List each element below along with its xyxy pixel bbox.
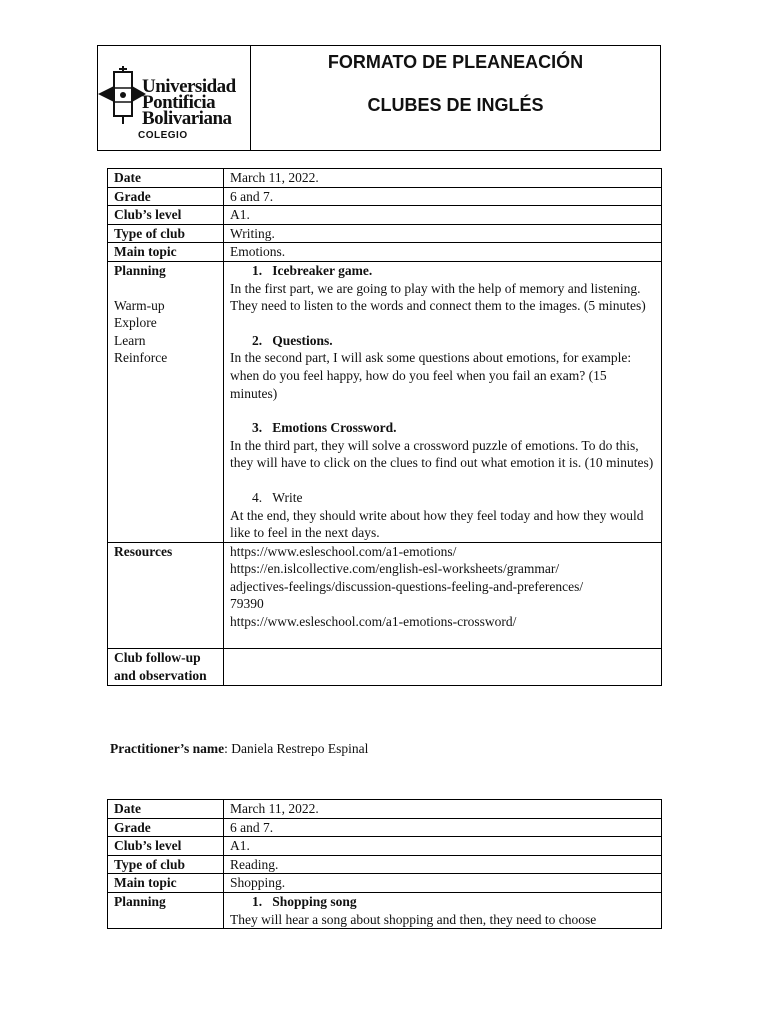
row-value: A1. [224,206,662,225]
table-row [108,261,662,542]
stage-item: Learn [114,332,146,348]
university-crest-icon [98,66,146,126]
table-row [108,837,662,856]
document-title: FORMATO DE PLEANEACIÓN [327,52,584,72]
stage-item: Explore [114,315,157,331]
step-number: 3. [252,420,263,436]
resource-link: https://www.esleschool.com/a1-emotions/ [230,543,457,559]
resources-content [224,542,662,648]
row-label: Date [108,169,224,188]
row-label [108,261,224,542]
table-row [108,800,662,819]
stage-list [114,297,217,367]
step-heading [230,332,655,350]
row-label: Club follow-up and observation [108,648,224,685]
planning-table-1 [107,168,662,686]
table-row [108,542,662,648]
planning-label: Planning [114,262,166,278]
resource-link: https://www.esleschool.com/a1-emotions-crossword/ [230,614,517,630]
row-value: Shopping. [224,874,662,893]
practitioner-line [110,741,368,757]
step-text: In the first part, we are going to play with the help of memory and listening. They need to listen to the words and connect them to the images. (5 minutes) [230,280,646,314]
step-number: 4. [252,489,263,505]
row-label: Type of club [108,224,224,243]
logo-line: Pontificia [142,92,216,113]
document-subtitle: CLUBES DE INGLÉS [367,95,544,115]
step-heading [230,489,655,507]
row-label: Club’s level [108,837,224,856]
row-label: Planning [108,892,224,928]
table-row [108,818,662,837]
table-row [108,224,662,243]
table-row [108,206,662,225]
row-value: March 11, 2022. [224,800,662,819]
row-value: 6 and 7. [224,187,662,206]
table-row [108,169,662,188]
logo-line: Bolivariana [142,108,232,129]
resource-link: https://en.islcollective.com/english-esl-worksheets/grammar/ [230,561,560,577]
step-heading [230,262,655,280]
title-cell [251,46,660,150]
stage-item: Reinforce [114,350,168,366]
table-row [108,855,662,874]
row-label: Resources [108,542,224,648]
table-row [108,874,662,893]
step-heading [230,419,655,437]
practitioner-label: Practitioner’s name [110,741,225,756]
step-text: In the second part, I will ask some questions about emotions, for example: when do you feel happy, how do you feel when you fail an exam? (15 minutes) [230,350,632,401]
logo-cell [98,46,251,150]
row-label: Club’s level [108,206,224,225]
followup-content [224,648,662,685]
step-number: 1. [252,262,263,278]
practitioner-name: : Daniela Restrepo Espinal [224,741,369,756]
row-label: Main topic [108,243,224,262]
logo-subtitle: COLEGIO [138,130,188,141]
logo-line: Universidad [142,76,236,97]
row-label: Main topic [108,874,224,893]
row-value: March 11, 2022. [224,169,662,188]
resource-link: 79390 [230,596,264,612]
step-title: Questions. [272,332,333,348]
stage-item: Warm-up [114,297,165,313]
planning-content [224,892,662,928]
planning-content [224,261,662,542]
row-label: Date [108,800,224,819]
row-label: Grade [108,187,224,206]
document-header [97,45,661,151]
step-title: Icebreaker game. [272,262,373,278]
row-value: Reading. [224,855,662,874]
step-title: Write [272,489,303,505]
step-number: 1. [252,893,263,909]
row-value: Emotions. [224,243,662,262]
table-row [108,648,662,685]
table-row [108,243,662,262]
resource-link: adjectives-feelings/discussion-questions-feeling-and-preferences/ [230,578,584,594]
step-text: At the end, they should write about how they feel today and how they would like to feel in the next days. [230,507,644,541]
step-text: They will hear a song about shopping and then, they need to choose [230,911,597,927]
table-row [108,892,662,928]
step-number: 2. [252,332,263,348]
row-value: Writing. [224,224,662,243]
planning-table-2 [107,799,662,929]
step-text: In the third part, they will solve a crossword puzzle of emotions. To do this, they will have to click on the clues to find out what emotion it is. (10 minutes) [230,437,654,471]
logo-wordmark [142,76,236,129]
step-title: Shopping song [272,893,357,909]
row-value: 6 and 7. [224,818,662,837]
step-heading [230,893,655,911]
row-label: Type of club [108,855,224,874]
step-title: Emotions Crossword. [272,420,397,436]
table-row [108,187,662,206]
row-value: A1. [224,837,662,856]
row-label: Grade [108,818,224,837]
